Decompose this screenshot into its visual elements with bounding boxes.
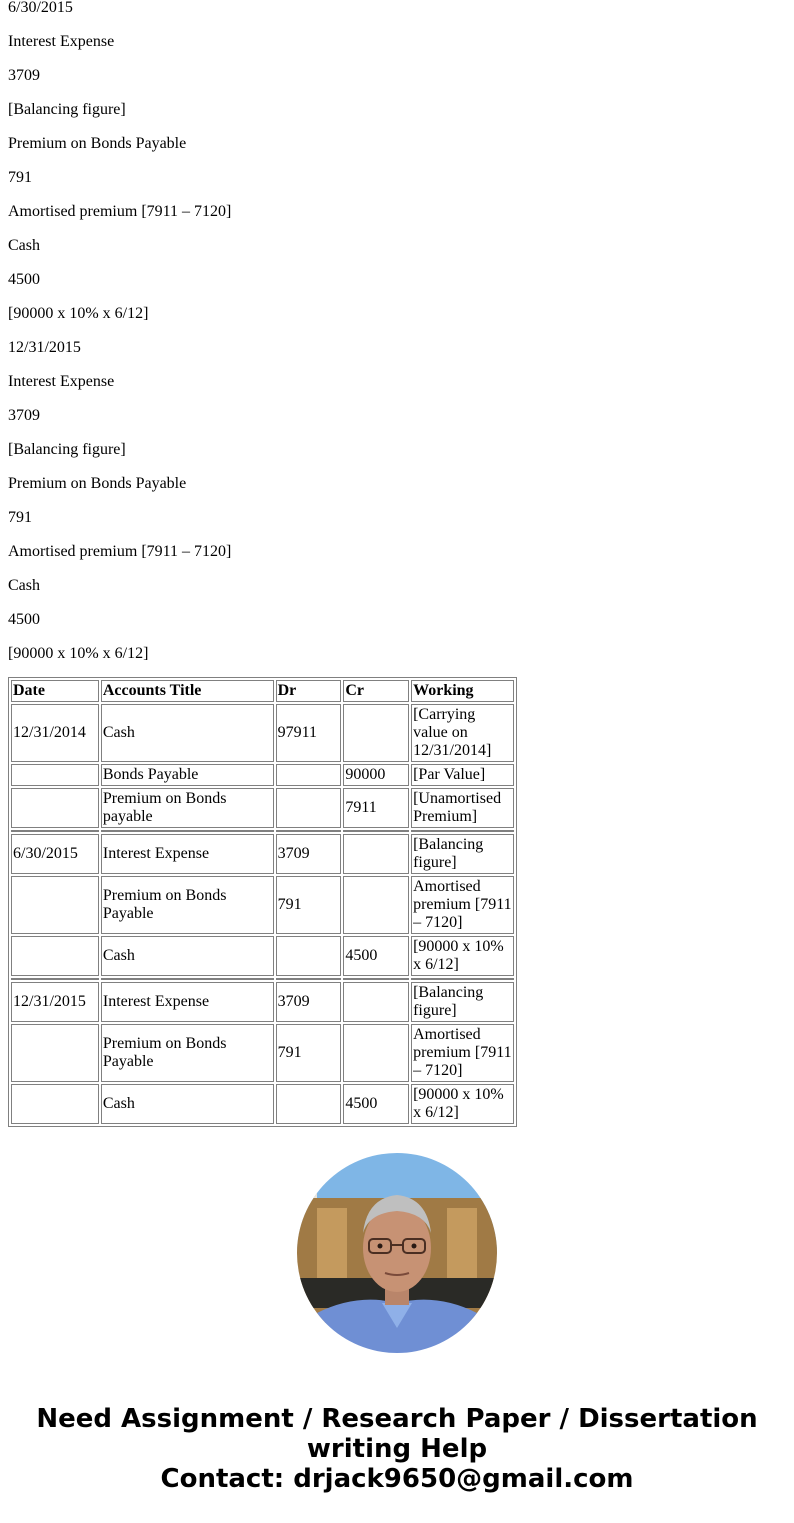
- date-cell: [11, 1024, 99, 1082]
- table-separator-row: [11, 830, 514, 832]
- table-header-row: [11, 680, 514, 702]
- text-line: Cash: [8, 237, 40, 254]
- text-line: Interest Expense: [8, 33, 115, 50]
- text-line: Premium on Bonds Payable: [8, 135, 187, 152]
- working-cell: [Unamortised Premium]: [411, 788, 514, 828]
- text-line: Amortised premium [7911 – 7120]: [8, 543, 232, 560]
- text-line: [Balancing figure]: [8, 101, 126, 118]
- working-cell: [Par Value]: [411, 764, 514, 786]
- journal-text-lines: [8, 0, 788, 671]
- header-dr: Dr: [276, 680, 342, 702]
- table-row: [11, 876, 514, 934]
- working-cell: Amortised premium [7911 – 7120]: [411, 1024, 514, 1082]
- date-cell: [11, 764, 99, 786]
- promo-contact: Contact: drjack9650@gmail.com: [160, 1464, 634, 1494]
- cr-cell: [343, 876, 409, 934]
- promo-headline: Need Assignment / Research Paper / Dissertation writing Help: [36, 1404, 758, 1464]
- text-line: Cash: [8, 577, 40, 594]
- dr-cell: [276, 936, 342, 976]
- table-row: [11, 982, 514, 1022]
- text-line: 791: [8, 169, 32, 186]
- dr-cell: 3709: [276, 982, 342, 1022]
- account-cell: Premium on Bonds Payable: [101, 876, 274, 934]
- text-line: 4500: [8, 271, 40, 288]
- account-cell: Premium on Bonds payable: [101, 788, 274, 828]
- separator-cell: [276, 978, 342, 980]
- date-cell: 12/31/2015: [11, 982, 99, 1022]
- working-cell: [90000 x 10% x 6/12]: [411, 1084, 514, 1124]
- account-cell: Interest Expense: [101, 982, 274, 1022]
- text-line: 6/30/2015: [8, 0, 73, 16]
- cr-cell: [343, 982, 409, 1022]
- account-cell: Premium on Bonds Payable: [101, 1024, 274, 1082]
- account-cell: Interest Expense: [101, 834, 274, 874]
- separator-cell: [276, 830, 342, 832]
- dr-cell: 791: [276, 876, 342, 934]
- separator-cell: [101, 978, 274, 980]
- header-working: Working: [411, 680, 514, 702]
- working-cell: [Balancing figure]: [411, 982, 514, 1022]
- text-line: Premium on Bonds Payable: [8, 475, 187, 492]
- text-line: [Balancing figure]: [8, 441, 126, 458]
- cr-cell: 4500: [343, 1084, 409, 1124]
- date-cell: [11, 788, 99, 828]
- dr-cell: [276, 764, 342, 786]
- dr-cell: [276, 788, 342, 828]
- separator-cell: [411, 978, 514, 980]
- cr-cell: [343, 704, 409, 762]
- header-cr: Cr: [343, 680, 409, 702]
- text-line: Interest Expense: [8, 373, 115, 390]
- separator-cell: [11, 830, 99, 832]
- table-row: [11, 1084, 514, 1124]
- cr-cell: [343, 1024, 409, 1082]
- header-accounts-title: Accounts Title: [101, 680, 274, 702]
- cr-cell: 90000: [343, 764, 409, 786]
- text-line: [90000 x 10% x 6/12]: [8, 305, 149, 322]
- separator-cell: [411, 830, 514, 832]
- date-cell: [11, 876, 99, 934]
- account-cell: Cash: [101, 1084, 274, 1124]
- table-row: [11, 788, 514, 828]
- date-cell: [11, 1084, 99, 1124]
- text-line: 791: [8, 509, 32, 526]
- text-line: 12/31/2015: [8, 339, 81, 356]
- journal-entries-table: [8, 677, 517, 1127]
- promo-banner: [0, 1404, 794, 1494]
- text-line: 4500: [8, 611, 40, 628]
- account-cell: Cash: [101, 936, 274, 976]
- dr-cell: [276, 1084, 342, 1124]
- dr-cell: 97911: [276, 704, 342, 762]
- date-cell: 12/31/2014: [11, 704, 99, 762]
- author-avatar: [297, 1153, 497, 1353]
- account-cell: Cash: [101, 704, 274, 762]
- cr-cell: 4500: [343, 936, 409, 976]
- separator-cell: [101, 830, 274, 832]
- date-cell: [11, 936, 99, 976]
- separator-cell: [343, 978, 409, 980]
- header-date: Date: [11, 680, 99, 702]
- separator-cell: [11, 978, 99, 980]
- table-row: [11, 704, 514, 762]
- text-line: 3709: [8, 67, 40, 84]
- working-cell: [Carrying value on 12/31/2014]: [411, 704, 514, 762]
- table-separator-row: [11, 978, 514, 980]
- working-cell: Amortised premium [7911 – 7120]: [411, 876, 514, 934]
- dr-cell: 3709: [276, 834, 342, 874]
- dr-cell: 791: [276, 1024, 342, 1082]
- cr-cell: 7911: [343, 788, 409, 828]
- account-cell: Bonds Payable: [101, 764, 274, 786]
- working-cell: [90000 x 10% x 6/12]: [411, 936, 514, 976]
- text-line: Amortised premium [7911 – 7120]: [8, 203, 232, 220]
- text-line: 3709: [8, 407, 40, 424]
- text-line: [90000 x 10% x 6/12]: [8, 645, 149, 662]
- table-row: [11, 834, 514, 874]
- author-photo-illustration: [297, 1153, 497, 1353]
- table-row: [11, 764, 514, 786]
- cr-cell: [343, 834, 409, 874]
- working-cell: [Balancing figure]: [411, 834, 514, 874]
- table-row: [11, 1024, 514, 1082]
- table-row: [11, 936, 514, 976]
- date-cell: 6/30/2015: [11, 834, 99, 874]
- separator-cell: [343, 830, 409, 832]
